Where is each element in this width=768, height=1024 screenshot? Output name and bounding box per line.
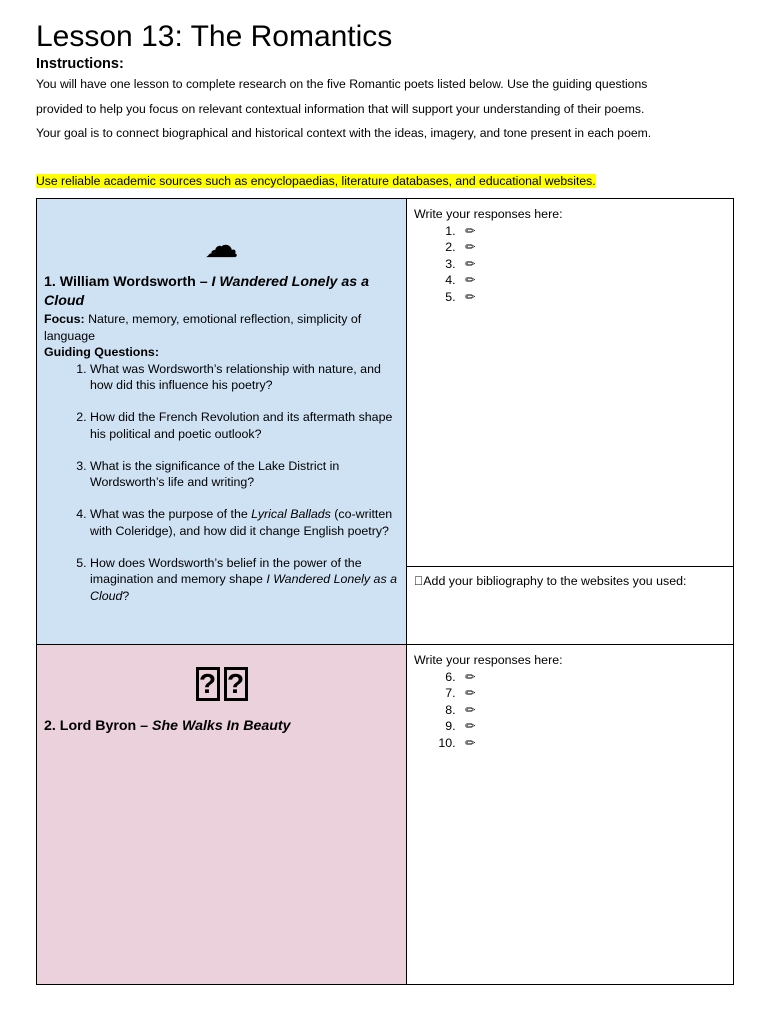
response-list xyxy=(414,223,726,306)
focus-label: Focus: xyxy=(44,312,85,326)
response-item[interactable]: 2. ✏ xyxy=(459,239,726,256)
question-item xyxy=(90,506,399,539)
poet-heading xyxy=(44,717,399,736)
question-text: ? xyxy=(122,588,130,603)
response-list xyxy=(414,669,726,752)
bibliography-prompt:  Add your bibliography to the websites you used: xyxy=(414,574,687,588)
response-item[interactable]: 1. ✏ xyxy=(459,223,726,240)
missing-glyph-box: ? xyxy=(224,667,248,701)
response-item[interactable]: 8. ✏ xyxy=(459,702,726,719)
cloud-icon: ☁ xyxy=(204,227,239,265)
question-item: 2. How did the French Revolution and its aftermath shape his political and poetic outlook? xyxy=(90,409,399,442)
question-text: (co-written with Coleridge), and how did it change English poetry? xyxy=(90,507,393,538)
question-item: 1. What was Wordsworth’s relationship with nature, and how did this influence his poetry? xyxy=(90,361,399,394)
question-item: 3. What is the significance of the Lake District in Wordsworth’s life and writing? xyxy=(90,458,399,491)
missing-glyph-icon xyxy=(44,667,399,707)
response-item[interactable]: 7. ✏ xyxy=(459,685,726,702)
poet-research-table xyxy=(36,198,734,985)
response-item[interactable]: 4. ✏ xyxy=(459,272,726,289)
bibliography-cell[interactable] xyxy=(407,567,734,645)
byron-info-cell xyxy=(37,645,407,985)
question-italic: I Wandered Lonely as a Cloud xyxy=(90,572,397,603)
page-title: Lesson 13: The Romantics xyxy=(36,20,393,53)
byron-response-cell[interactable] xyxy=(407,645,734,985)
question-text: How does Wordsworth’s belief in the power of the imagination and memory shape xyxy=(90,555,362,586)
wordsworth-info-cell xyxy=(37,199,407,645)
instructions-text xyxy=(36,72,736,146)
response-item[interactable]: 5. ✏ xyxy=(459,289,726,306)
response-label: Write your responses here: xyxy=(414,653,563,667)
poem-title: I Wandered Lonely as a Cloud xyxy=(44,274,369,309)
instructions-line: You will have one lesson to complete research on the five Romantic poets listed below. Use the guiding questions xyxy=(36,77,648,91)
sources-note xyxy=(36,172,596,190)
poet-name: 2. Lord Byron – xyxy=(44,718,152,734)
question-italic: Lyrical Ballads xyxy=(251,507,331,521)
question-text: What was the purpose of the xyxy=(90,507,252,521)
response-item[interactable]: 6. ✏ xyxy=(459,669,726,686)
focus-line xyxy=(44,311,399,344)
instructions-line: provided to help you focus on relevant contextual information that will support your understanding of their poems. xyxy=(36,101,645,116)
highlighted-text: Use reliable academic sources such as encyclopaedias, literature databases, and educational websites. xyxy=(36,174,596,188)
poem-title: She Walks In Beauty xyxy=(152,718,291,734)
response-item[interactable]: 3. ✏ xyxy=(459,256,726,273)
response-label: Write your responses here: xyxy=(414,207,563,221)
poet-heading xyxy=(44,273,399,311)
instructions-line: Your goal is to connect biographical and historical context with the ideas, imagery, and tone present in each poem. xyxy=(36,126,652,140)
poet-name: 1. William Wordsworth – xyxy=(44,274,212,290)
instructions-heading: Instructions: xyxy=(36,56,124,72)
response-item[interactable]: 10. ✏ xyxy=(459,735,726,752)
wordsworth-response-cell[interactable] xyxy=(407,199,734,567)
focus-text: Nature, memory, emotional reflection, simplicity of language xyxy=(44,312,362,343)
missing-glyph-box: ? xyxy=(196,667,220,701)
question-item xyxy=(90,555,399,605)
guiding-questions-list xyxy=(44,361,399,605)
response-item[interactable]: 9. ✏ xyxy=(459,718,726,735)
guiding-questions-label: Guiding Questions: xyxy=(44,345,159,359)
